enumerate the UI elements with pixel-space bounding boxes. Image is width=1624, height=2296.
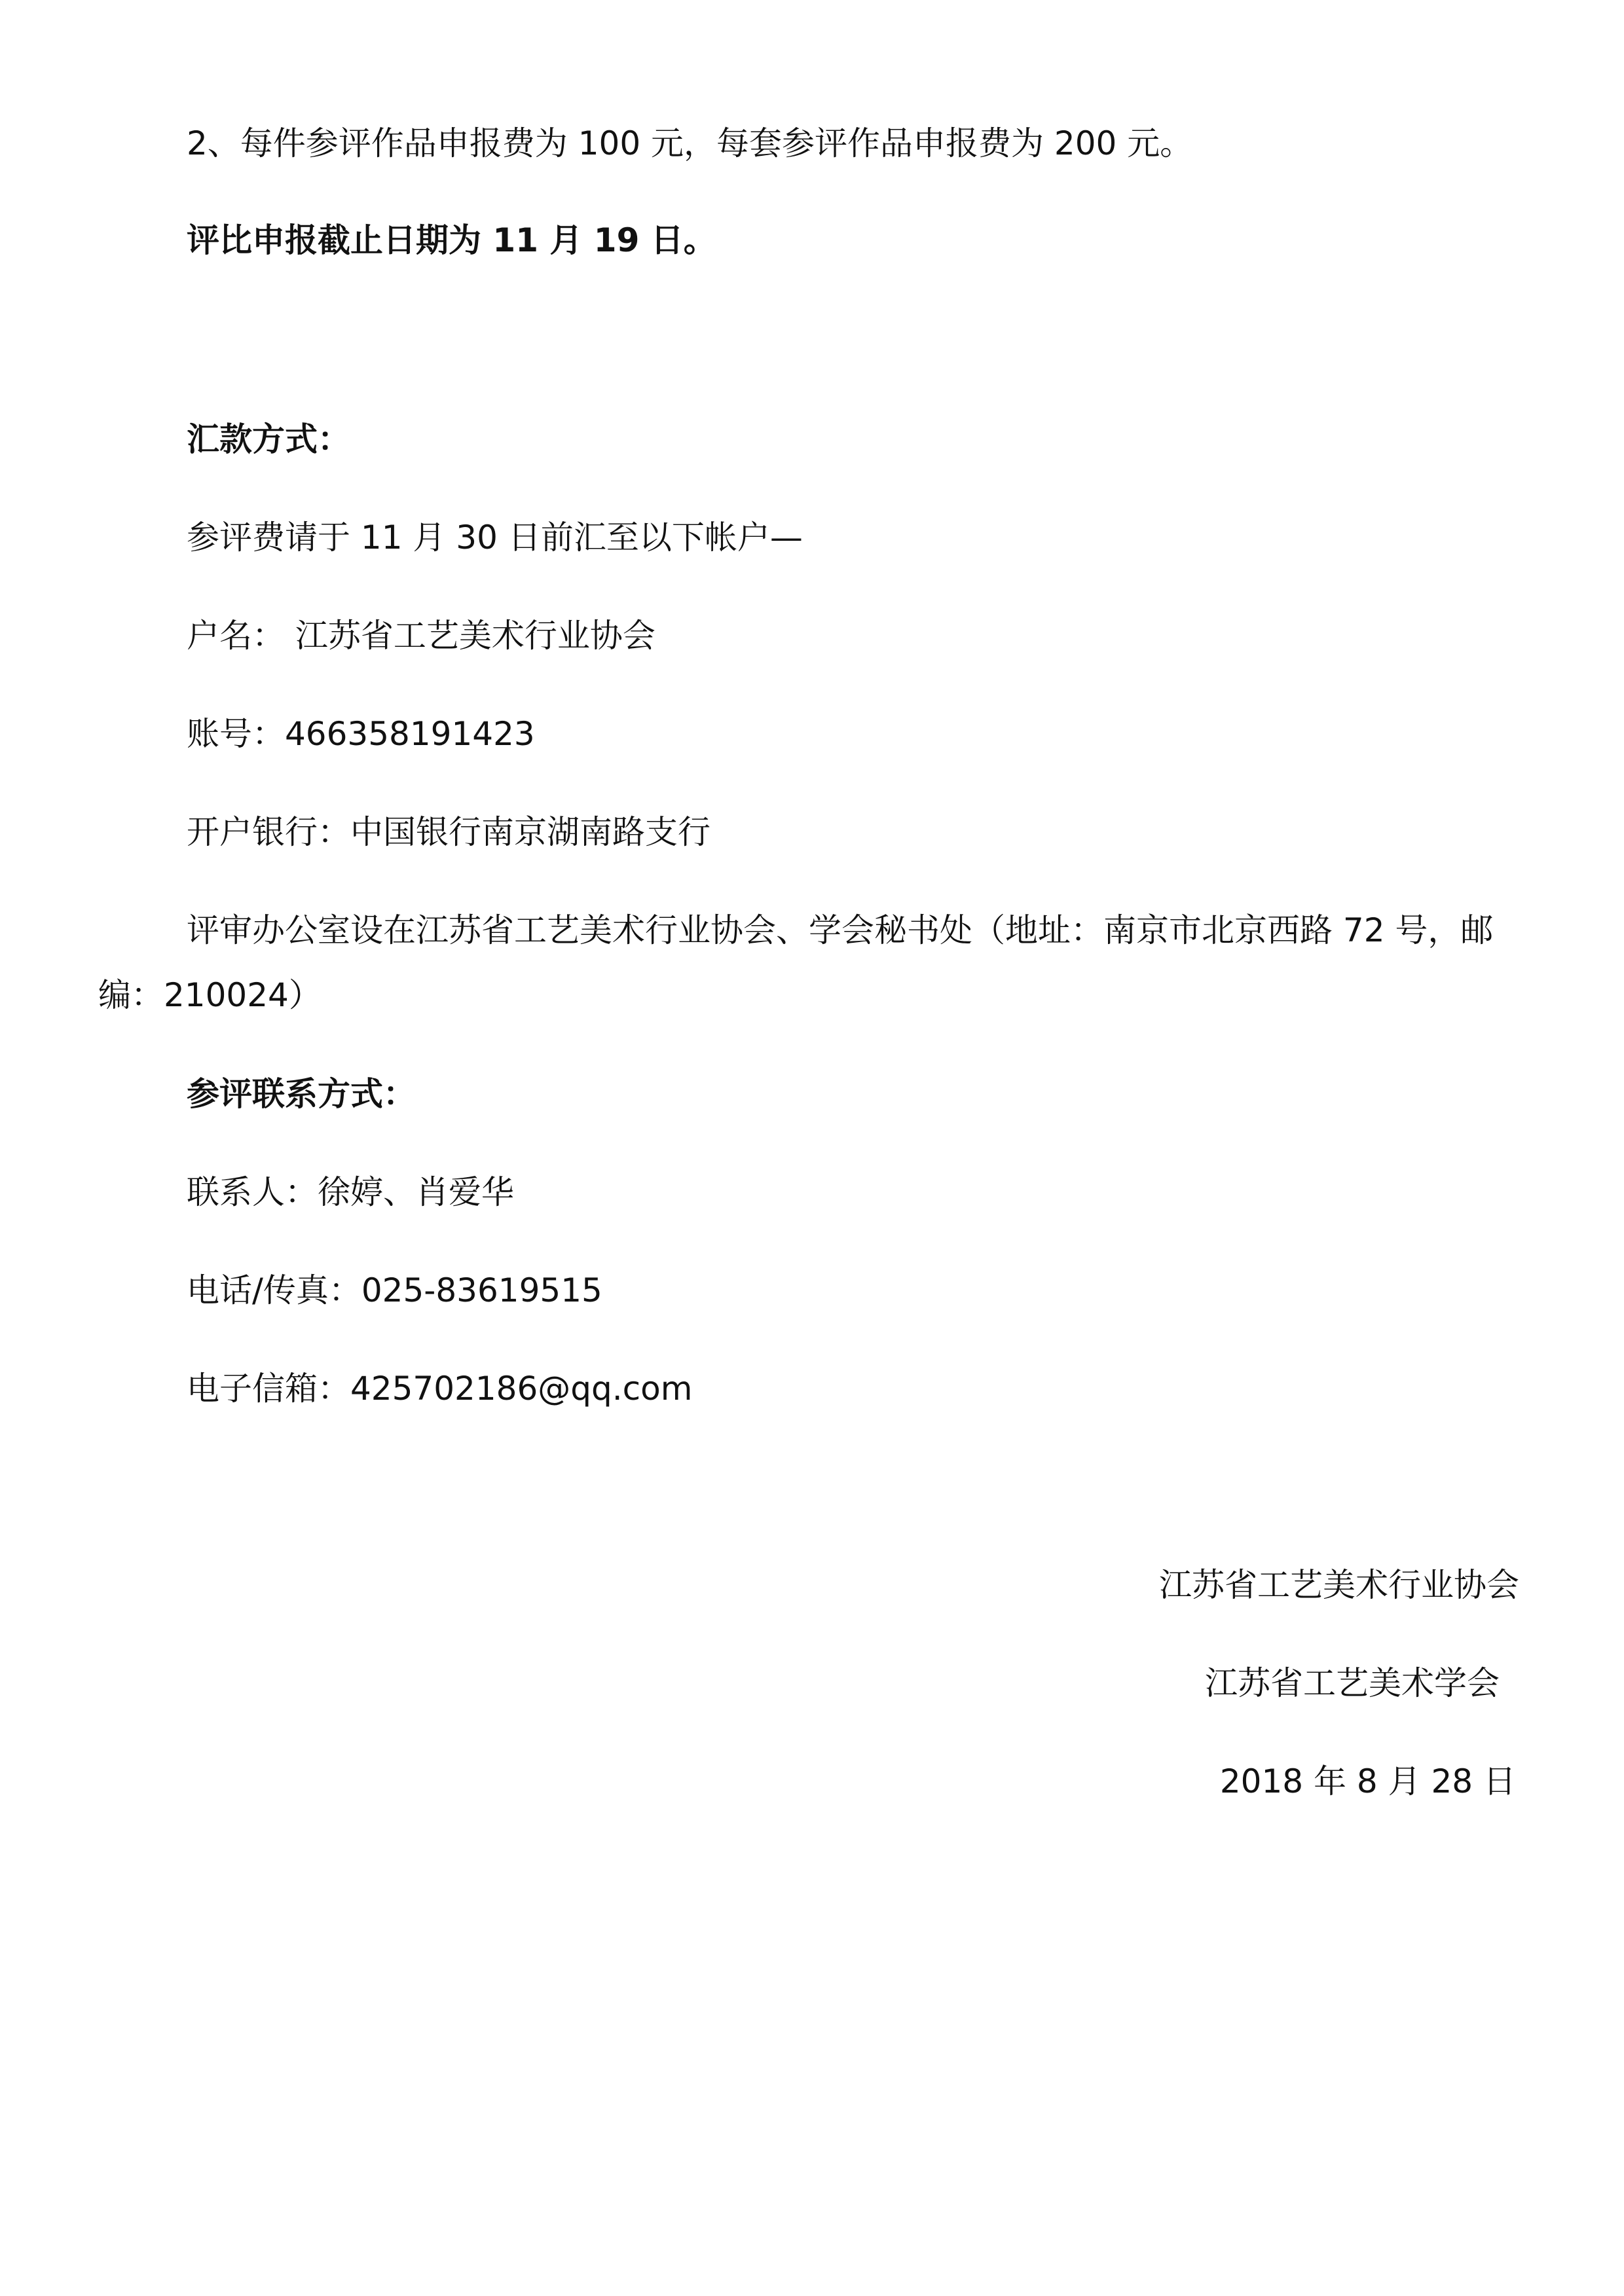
contact-email: 电子信箱：425702186@qq.com bbox=[187, 1370, 693, 1408]
office-address-line2: 编：210024） bbox=[98, 976, 322, 1014]
bank-name: 开户银行：中国银行南京湖南路支行 bbox=[187, 813, 710, 851]
deadline-statement: 评比申报截止日期为 11 月 19 日。 bbox=[187, 221, 716, 259]
payment-intro: 参评费请于 11 月 30 日前汇至以下帐户— bbox=[187, 519, 803, 556]
contact-heading: 参评联系方式： bbox=[187, 1075, 416, 1113]
contact-phone: 电话/传真：025-83619515 bbox=[187, 1271, 602, 1309]
signature-org2: 江苏省工艺美术学会 bbox=[1205, 1664, 1500, 1702]
payment-heading: 汇款方式： bbox=[187, 420, 350, 458]
account-number: 账号：466358191423 bbox=[187, 715, 535, 753]
signature-org1: 江苏省工艺美术行业协会 bbox=[1159, 1566, 1519, 1604]
office-address-line1: 评审办公室设在江苏省工艺美术行业协会、学会秘书处（地址：南京市北京西路 72 号，邮 bbox=[187, 911, 1494, 949]
contact-persons: 联系人：徐婷、肖爱华 bbox=[187, 1173, 514, 1211]
signature-date: 2018 年 8 月 28 日 bbox=[1219, 1762, 1516, 1800]
account-name: 户名： 江苏省工艺美术行业协会 bbox=[187, 617, 655, 655]
fee-statement: 2、每件参评作品申报费为 100 元，每套参评作品申报费为 200 元。 bbox=[187, 124, 1193, 162]
